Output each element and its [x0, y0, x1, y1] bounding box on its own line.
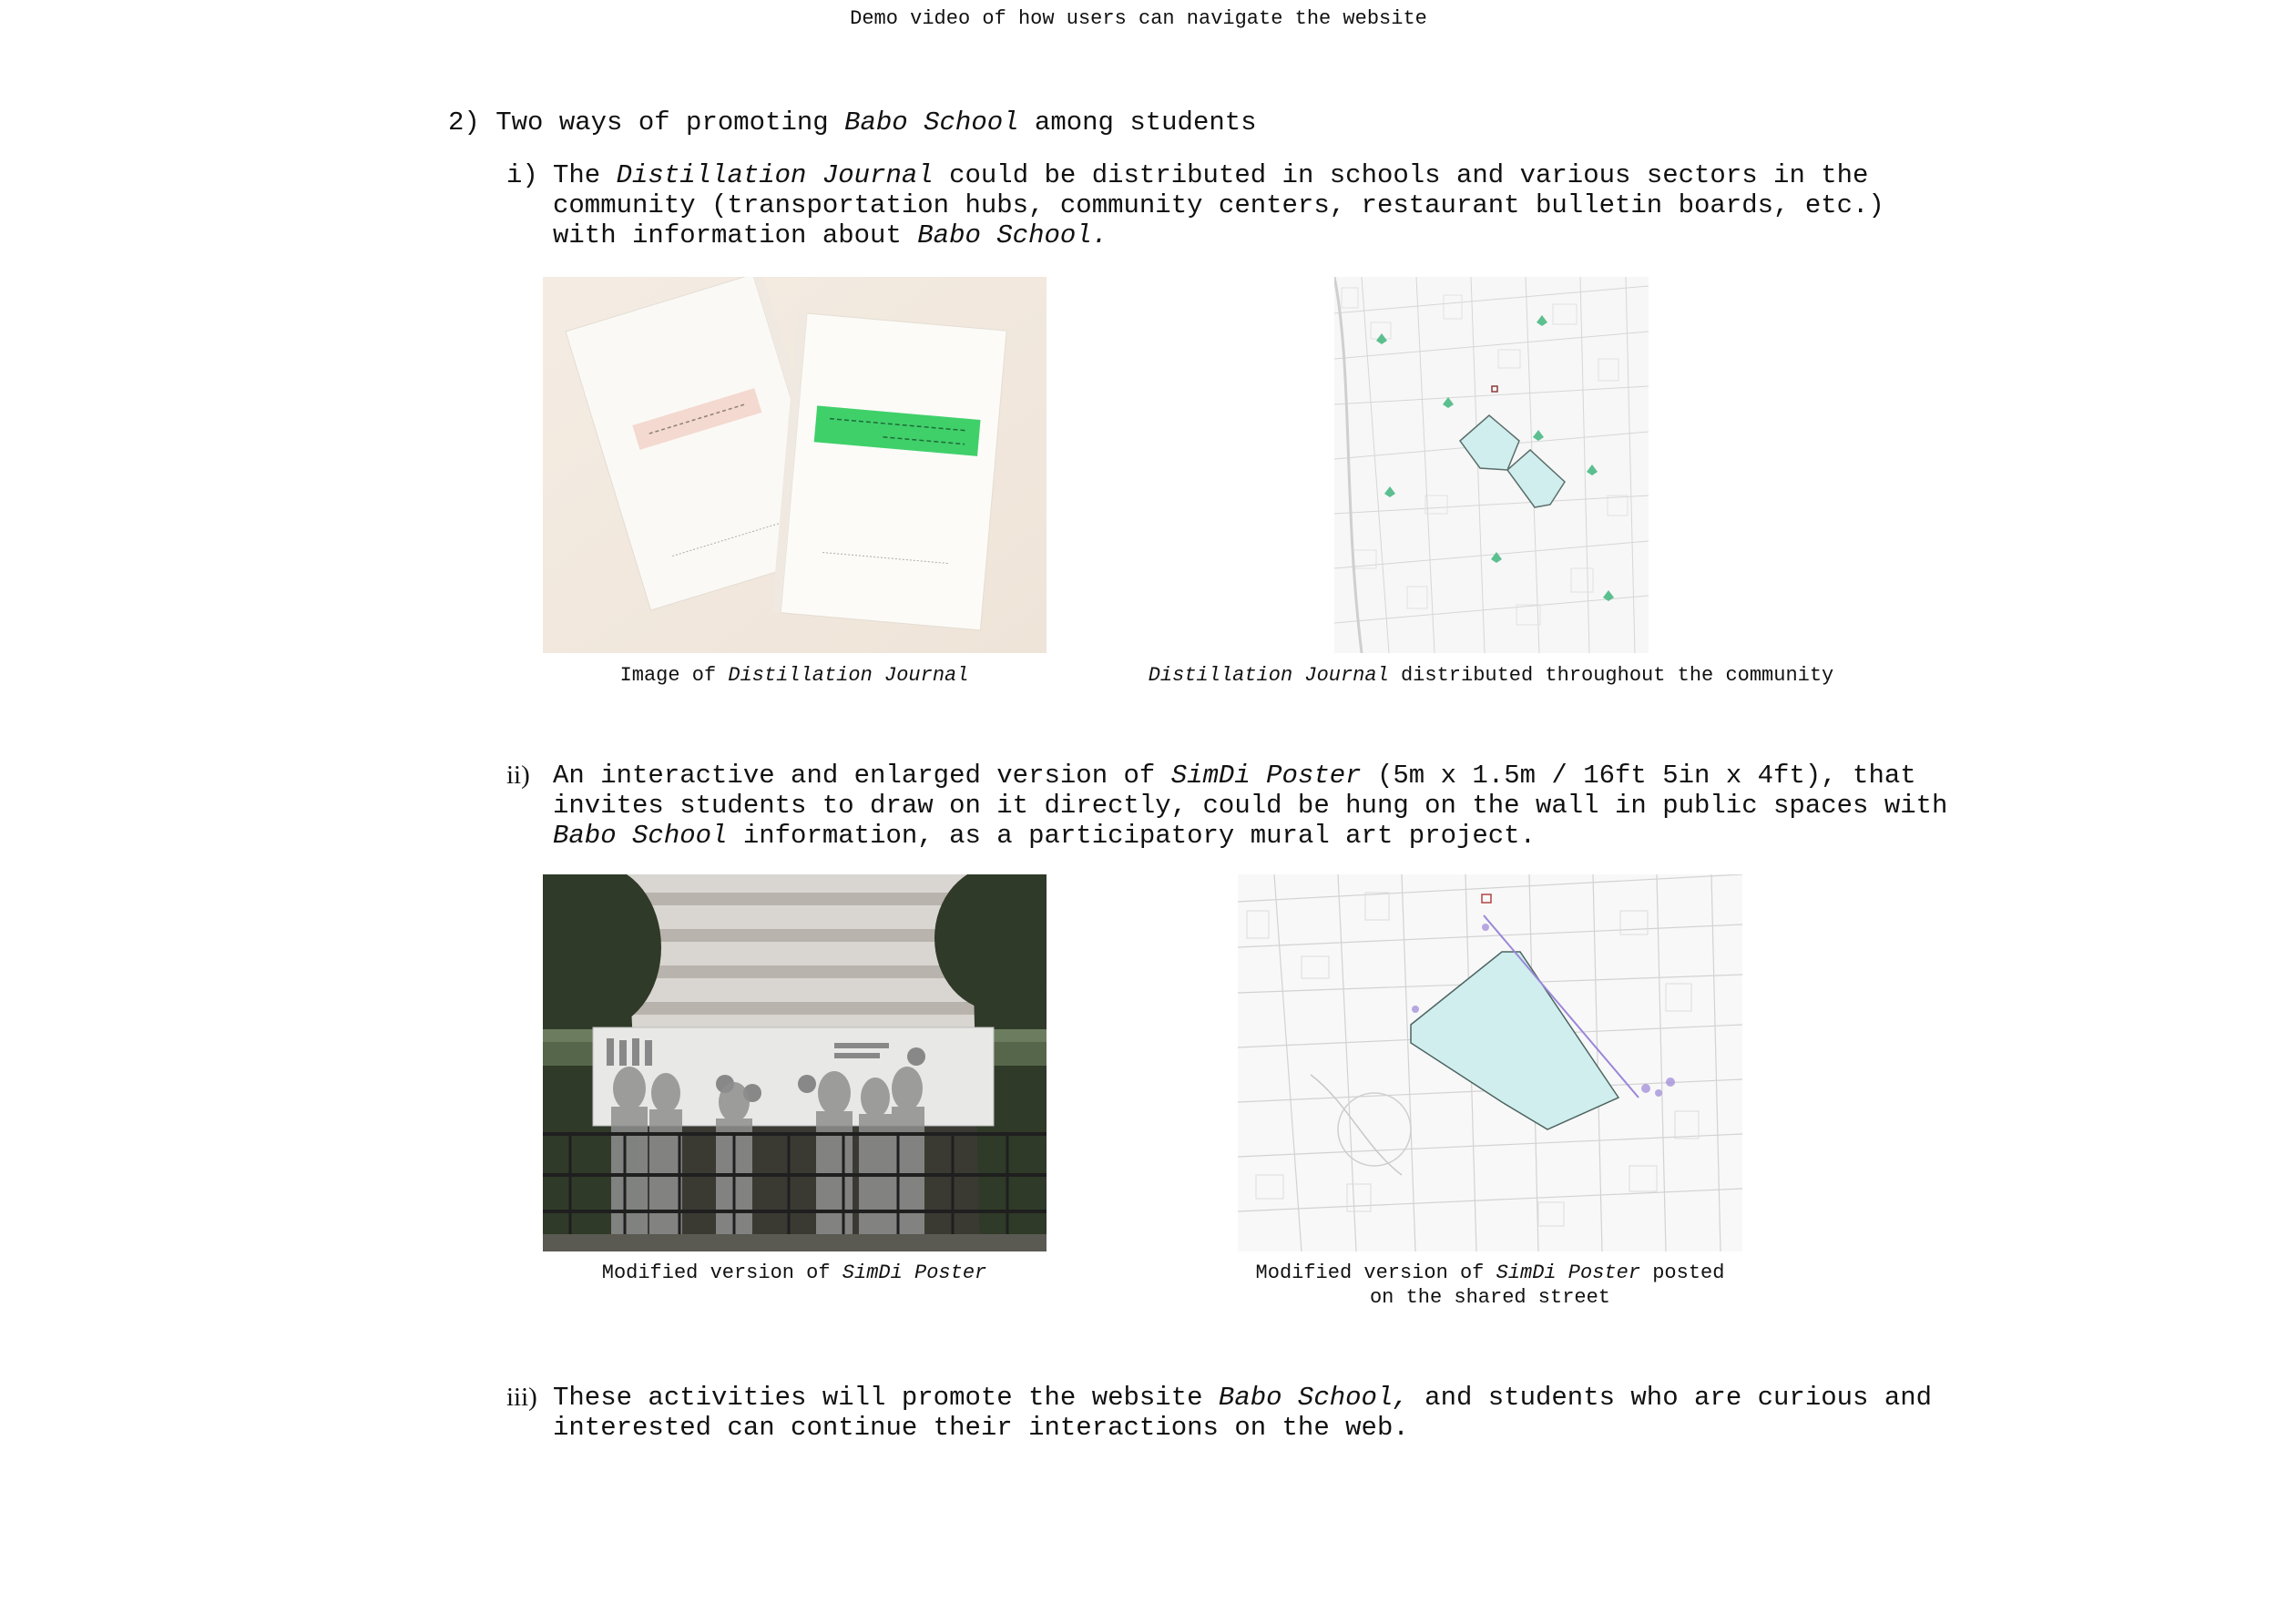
fig1-cap-pre: Image of — [619, 664, 729, 687]
fig4-cap-line-2: on the shared street — [1369, 1286, 1611, 1309]
item-1-l1-pre: The — [553, 160, 617, 190]
item-2-line-3 — [553, 821, 1536, 851]
section-number: 2) — [448, 107, 480, 138]
figure-1-caption — [521, 663, 1067, 688]
item-2-l3-em: Babo School — [553, 821, 728, 851]
section-title-em: Babo School — [844, 107, 1019, 138]
figure-3-caption — [521, 1261, 1067, 1285]
top-caption: Demo video of how users can navigate the website — [850, 7, 1427, 30]
figure-2-caption — [1127, 663, 1855, 688]
item-2-line-2: invites students to draw on it directly, could be hung on the wall in public spaces with — [553, 791, 1948, 821]
item-2-l1-em: SimDi Poster — [1170, 761, 1362, 791]
figure-4-caption — [1126, 1261, 1854, 1310]
fig4-cap-pre: Modified version of — [1255, 1261, 1496, 1284]
item-3-l1-pre: These activities will promote the website — [553, 1383, 1219, 1413]
item-3-l1-post: and students who are curious and — [1408, 1383, 1933, 1413]
item-1-paragraph — [506, 160, 1884, 251]
item-1-l3-em: Babo School. — [917, 220, 1108, 250]
section-title-pre: Two ways of promoting — [495, 107, 845, 138]
community-distribution-map — [1334, 277, 1649, 653]
fig2-cap-em: Distillation Journal — [1148, 664, 1389, 687]
fig4-cap-em: SimDi Poster — [1496, 1261, 1641, 1284]
item-1-l1-post: could be distributed in schools and various sectors in the — [933, 160, 1869, 190]
item-1-l3-pre: with information about — [553, 220, 918, 250]
item-1-line-2: community (transportation hubs, community centers, restaurant bulletin boards, etc.) — [553, 190, 1884, 220]
fig4-cap-line-1 — [1126, 1261, 1854, 1285]
shared-street-map — [1238, 874, 1742, 1251]
item-3-marker: iii) — [506, 1383, 537, 1412]
item-2-l3-post: information, as a participatory mural art project. — [727, 821, 1536, 851]
fig2-cap-post: distributed throughout the community — [1388, 664, 1834, 687]
item-3-line-2: interested can continue their interactions on the web. — [553, 1413, 1409, 1443]
distillation-journal-photo — [543, 277, 1047, 653]
item-1-l1-em: Distillation Journal — [616, 160, 934, 190]
item-2-l1-pre: An interactive and enlarged version of — [553, 761, 1171, 791]
item-2-paragraph — [506, 761, 1948, 852]
item-1-marker: i) — [506, 160, 538, 190]
item-2-marker: ii) — [506, 761, 530, 790]
item-1-line-3 — [553, 220, 1108, 250]
item-3-paragraph — [506, 1383, 1933, 1446]
section-heading — [448, 107, 1257, 138]
item-2-l1-post: (5m x 1.5m / 16ft 5in x 4ft), that — [1361, 761, 1916, 791]
item-2-line-1 — [553, 761, 1916, 791]
fig3-cap-pre: Modified version of — [601, 1261, 842, 1284]
section-title-post: among students — [1018, 107, 1257, 138]
fig1-cap-em: Distillation Journal — [728, 664, 969, 687]
item-3-line-1 — [553, 1383, 1932, 1413]
simdi-poster-mural-photo — [543, 874, 1047, 1251]
fig4-cap-post: posted — [1640, 1261, 1725, 1284]
item-3-l1-em: Babo School, — [1218, 1383, 1409, 1413]
item-1-line-1 — [553, 160, 1868, 190]
fig3-cap-em: SimDi Poster — [842, 1261, 987, 1284]
